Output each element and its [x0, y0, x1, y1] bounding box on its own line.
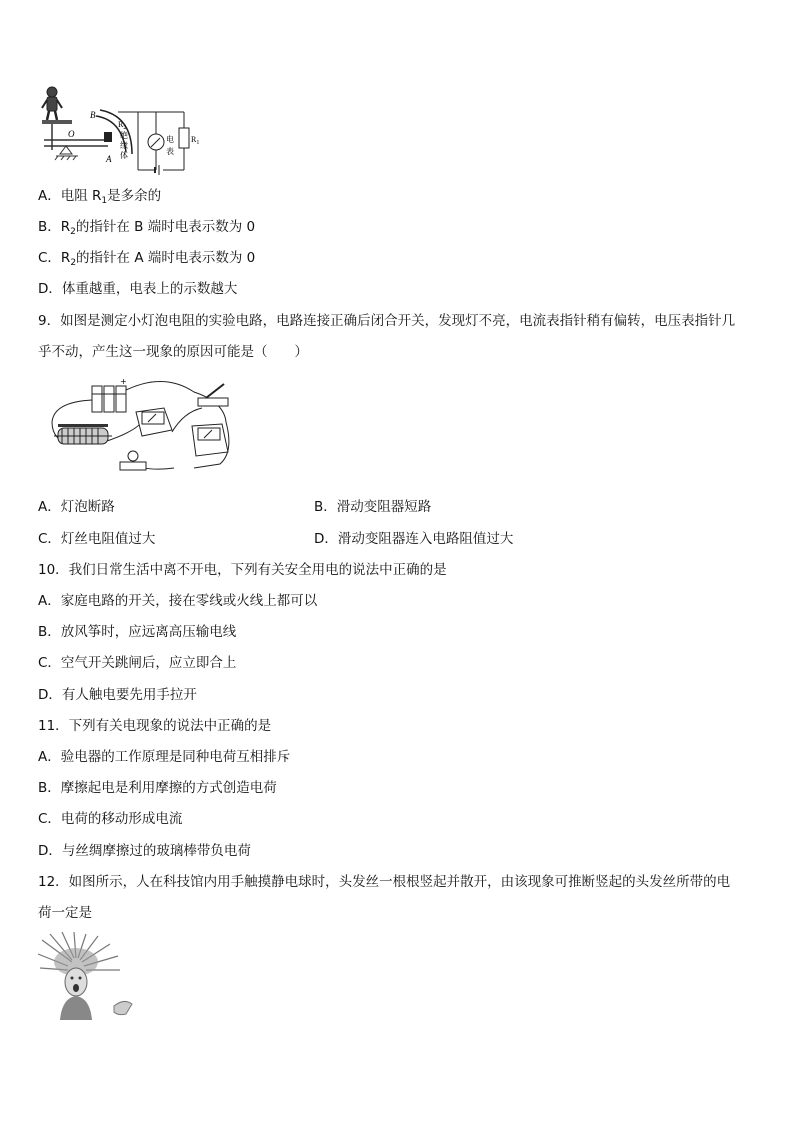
q10-option-a[interactable]: A．家庭电路的开关，接在零线或火线上都可以 [38, 593, 318, 609]
label-r1: $R_1$ [191, 135, 200, 146]
voltmeter-icon [192, 424, 228, 456]
q11-stem: 11．下列有关电现象的说法中正确的是 [38, 718, 272, 734]
ammeter-icon [136, 408, 172, 436]
q11-option-d[interactable]: D．与丝绸摩擦过的玻璃棒带负电荷 [38, 843, 251, 859]
static-hair-person-icon [38, 932, 132, 1020]
q10-stem: 10．我们日常生活中离不开电，下列有关安全用电的说法中正确的是 [38, 562, 447, 578]
q9-option-a[interactable]: A．灯泡断路 [38, 499, 115, 515]
q12-stem-line1: 12．如图所示，人在科技馆内用手触摸静电球时，头发丝一根根竖起并散开，由该现象可推断竖起的头发丝所带的电 [38, 874, 731, 890]
q8-option-b[interactable]: B．$R_2$的指针在 B 端时电表示数为 0 [38, 219, 256, 237]
q12-stem-line2: 荷一定是 [38, 905, 92, 921]
q9-option-c[interactable]: C．灯丝电阻值过大 [38, 531, 156, 547]
q10-option-d[interactable]: D．有人触电要先用手拉开 [38, 687, 197, 703]
label-a: A [106, 154, 112, 164]
q12-static-hair-figure [38, 932, 138, 1022]
q10-option-c[interactable]: C．空气开关跳闸后，应立即合上 [38, 655, 237, 671]
bulb-icon [120, 451, 146, 470]
label-r2: $R_2$ [118, 120, 127, 131]
svg-text:+: + [120, 377, 127, 386]
q9-experiment-figure [44, 372, 244, 478]
label-insul-3: 体 [120, 151, 128, 160]
q9-option-b[interactable]: B．滑动变阻器短路 [314, 499, 432, 515]
q8-option-a[interactable]: A．电阻 $R_1$是多余的 [38, 188, 162, 206]
label-o: O [68, 129, 75, 139]
q9-stem-line1: 9．如图是测定小灯泡电阻的实验电路，电路连接正确后闭合开关，发现灯不亮，电流表指针稍有偏转，电压表指针几 [38, 313, 736, 329]
q8-circuit-figure [38, 80, 208, 180]
person-on-scale-icon [42, 87, 62, 120]
battery-icon [92, 386, 126, 412]
label-meter-2: 表 [166, 147, 174, 156]
q11-option-b[interactable]: B．摩擦起电是利用摩擦的方式创造电荷 [38, 780, 277, 796]
q9-stem-line2: 乎不动，产生这一现象的原因可能是（ ） [38, 344, 308, 360]
q8-option-c[interactable]: C．$R_2$的指针在 A 端时电表示数为 0 [38, 250, 256, 268]
label-b: B [90, 110, 96, 120]
q10-option-b[interactable]: B．放风筝时，应远离高压输电线 [38, 624, 237, 640]
label-insul-1: 绝 [120, 131, 128, 140]
q11-option-a[interactable]: A．验电器的工作原理是同种电荷互相排斥 [38, 749, 291, 765]
q9-option-d[interactable]: D．滑动变阻器连入电路阻值过大 [314, 531, 514, 547]
label-insul-2: 缘 [120, 141, 128, 150]
q8-option-d[interactable]: D．体重越重，电表上的示数越大 [38, 281, 238, 297]
rheostat-icon [54, 424, 112, 444]
label-meter-1: 电 [166, 135, 174, 144]
q11-option-c[interactable]: C．电荷的移动形成电流 [38, 811, 183, 827]
